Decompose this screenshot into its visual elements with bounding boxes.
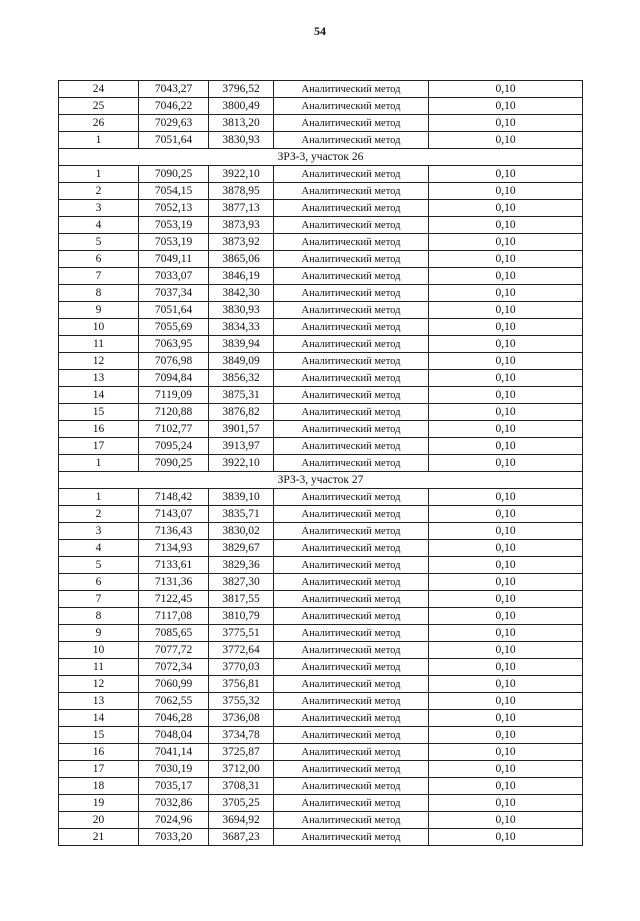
x-coordinate-cell: 7095,24 [139, 438, 209, 455]
y-coordinate-cell: 3827,30 [209, 574, 274, 591]
accuracy-cell: 0,10 [429, 744, 583, 761]
section-title: ЗРЗ-3, участок 27 [59, 472, 583, 489]
y-coordinate-cell: 3913,97 [209, 438, 274, 455]
table-row [59, 285, 583, 302]
accuracy-cell: 0,10 [429, 727, 583, 744]
x-coordinate-cell: 7143,07 [139, 506, 209, 523]
point-number-cell: 3 [59, 523, 139, 540]
point-number-cell: 7 [59, 591, 139, 608]
x-coordinate-cell: 7035,17 [139, 778, 209, 795]
point-number-cell: 13 [59, 693, 139, 710]
point-number-cell: 11 [59, 336, 139, 353]
point-number-cell: 1 [59, 455, 139, 472]
accuracy-cell: 0,10 [429, 506, 583, 523]
point-number-cell: 1 [59, 166, 139, 183]
x-coordinate-cell: 7029,63 [139, 115, 209, 132]
accuracy-cell: 0,10 [429, 676, 583, 693]
accuracy-cell: 0,10 [429, 115, 583, 132]
y-coordinate-cell: 3873,93 [209, 217, 274, 234]
accuracy-cell: 0,10 [429, 370, 583, 387]
point-number-cell: 18 [59, 778, 139, 795]
accuracy-cell: 0,10 [429, 81, 583, 98]
y-coordinate-cell: 3813,20 [209, 115, 274, 132]
y-coordinate-cell: 3846,19 [209, 268, 274, 285]
y-coordinate-cell: 3736,08 [209, 710, 274, 727]
accuracy-cell: 0,10 [429, 336, 583, 353]
table-row [59, 200, 583, 217]
method-cell: Аналитический метод [274, 285, 429, 302]
x-coordinate-cell: 7030,19 [139, 761, 209, 778]
y-coordinate-cell: 3775,51 [209, 625, 274, 642]
accuracy-cell: 0,10 [429, 489, 583, 506]
method-cell: Аналитический метод [274, 506, 429, 523]
x-coordinate-cell: 7122,45 [139, 591, 209, 608]
y-coordinate-cell: 3734,78 [209, 727, 274, 744]
table-row [59, 98, 583, 115]
y-coordinate-cell: 3755,32 [209, 693, 274, 710]
x-coordinate-cell: 7024,96 [139, 812, 209, 829]
point-number-cell: 5 [59, 557, 139, 574]
accuracy-cell: 0,10 [429, 608, 583, 625]
method-cell: Аналитический метод [274, 183, 429, 200]
method-cell: Аналитический метод [274, 132, 429, 149]
table-row [59, 642, 583, 659]
section-header-row [59, 472, 583, 489]
table-row [59, 319, 583, 336]
method-cell: Аналитический метод [274, 81, 429, 98]
point-number-cell: 15 [59, 727, 139, 744]
accuracy-cell: 0,10 [429, 217, 583, 234]
x-coordinate-cell: 7094,84 [139, 370, 209, 387]
table-row [59, 557, 583, 574]
point-number-cell: 3 [59, 200, 139, 217]
method-cell: Аналитический метод [274, 404, 429, 421]
method-cell: Аналитический метод [274, 438, 429, 455]
y-coordinate-cell: 3839,94 [209, 336, 274, 353]
accuracy-cell: 0,10 [429, 353, 583, 370]
table-row [59, 404, 583, 421]
point-number-cell: 5 [59, 234, 139, 251]
point-number-cell: 7 [59, 268, 139, 285]
x-coordinate-cell: 7053,19 [139, 217, 209, 234]
y-coordinate-cell: 3708,31 [209, 778, 274, 795]
method-cell: Аналитический метод [274, 778, 429, 795]
table-row [59, 778, 583, 795]
table-row [59, 693, 583, 710]
x-coordinate-cell: 7062,55 [139, 693, 209, 710]
point-number-cell: 9 [59, 302, 139, 319]
x-coordinate-cell: 7117,08 [139, 608, 209, 625]
x-coordinate-cell: 7102,77 [139, 421, 209, 438]
accuracy-cell: 0,10 [429, 625, 583, 642]
x-coordinate-cell: 7033,07 [139, 268, 209, 285]
point-number-cell: 2 [59, 183, 139, 200]
point-number-cell: 10 [59, 642, 139, 659]
accuracy-cell: 0,10 [429, 455, 583, 472]
x-coordinate-cell: 7046,22 [139, 98, 209, 115]
x-coordinate-cell: 7049,11 [139, 251, 209, 268]
point-number-cell: 6 [59, 574, 139, 591]
y-coordinate-cell: 3756,81 [209, 676, 274, 693]
y-coordinate-cell: 3830,02 [209, 523, 274, 540]
x-coordinate-cell: 7090,25 [139, 455, 209, 472]
method-cell: Аналитический метод [274, 795, 429, 812]
x-coordinate-cell: 7133,61 [139, 557, 209, 574]
x-coordinate-cell: 7120,88 [139, 404, 209, 421]
method-cell: Аналитический метод [274, 642, 429, 659]
y-coordinate-cell: 3687,23 [209, 829, 274, 846]
method-cell: Аналитический метод [274, 387, 429, 404]
table-row [59, 268, 583, 285]
y-coordinate-cell: 3876,82 [209, 404, 274, 421]
x-coordinate-cell: 7054,15 [139, 183, 209, 200]
table-row [59, 489, 583, 506]
accuracy-cell: 0,10 [429, 234, 583, 251]
accuracy-cell: 0,10 [429, 251, 583, 268]
y-coordinate-cell: 3800,49 [209, 98, 274, 115]
x-coordinate-cell: 7032,86 [139, 795, 209, 812]
method-cell: Аналитический метод [274, 829, 429, 846]
accuracy-cell: 0,10 [429, 302, 583, 319]
table-row [59, 523, 583, 540]
method-cell: Аналитический метод [274, 421, 429, 438]
y-coordinate-cell: 3842,30 [209, 285, 274, 302]
accuracy-cell: 0,10 [429, 710, 583, 727]
accuracy-cell: 0,10 [429, 557, 583, 574]
table-row [59, 591, 583, 608]
x-coordinate-cell: 7077,72 [139, 642, 209, 659]
point-number-cell: 12 [59, 676, 139, 693]
point-number-cell: 1 [59, 132, 139, 149]
y-coordinate-cell: 3835,71 [209, 506, 274, 523]
y-coordinate-cell: 3694,92 [209, 812, 274, 829]
method-cell: Аналитический метод [274, 336, 429, 353]
table-row [59, 166, 583, 183]
method-cell: Аналитический метод [274, 234, 429, 251]
point-number-cell: 6 [59, 251, 139, 268]
point-number-cell: 13 [59, 370, 139, 387]
table-row [59, 353, 583, 370]
accuracy-cell: 0,10 [429, 795, 583, 812]
table-row [59, 302, 583, 319]
y-coordinate-cell: 3878,95 [209, 183, 274, 200]
x-coordinate-cell: 7131,36 [139, 574, 209, 591]
point-number-cell: 17 [59, 438, 139, 455]
y-coordinate-cell: 3834,33 [209, 319, 274, 336]
x-coordinate-cell: 7037,34 [139, 285, 209, 302]
accuracy-cell: 0,10 [429, 778, 583, 795]
y-coordinate-cell: 3810,79 [209, 608, 274, 625]
table-row [59, 183, 583, 200]
table-row [59, 234, 583, 251]
x-coordinate-cell: 7076,98 [139, 353, 209, 370]
y-coordinate-cell: 3875,31 [209, 387, 274, 404]
x-coordinate-cell: 7063,95 [139, 336, 209, 353]
method-cell: Аналитический метод [274, 115, 429, 132]
table-row [59, 115, 583, 132]
table-row [59, 812, 583, 829]
x-coordinate-cell: 7085,65 [139, 625, 209, 642]
x-coordinate-cell: 7041,14 [139, 744, 209, 761]
y-coordinate-cell: 3772,64 [209, 642, 274, 659]
y-coordinate-cell: 3856,32 [209, 370, 274, 387]
table-row [59, 336, 583, 353]
point-number-cell: 19 [59, 795, 139, 812]
point-number-cell: 26 [59, 115, 139, 132]
method-cell: Аналитический метод [274, 217, 429, 234]
accuracy-cell: 0,10 [429, 268, 583, 285]
table-row [59, 795, 583, 812]
method-cell: Аналитический метод [274, 353, 429, 370]
x-coordinate-cell: 7051,64 [139, 132, 209, 149]
y-coordinate-cell: 3849,09 [209, 353, 274, 370]
x-coordinate-cell: 7048,04 [139, 727, 209, 744]
point-number-cell: 2 [59, 506, 139, 523]
table-row [59, 438, 583, 455]
table-row [59, 540, 583, 557]
table-row [59, 455, 583, 472]
method-cell: Аналитический метод [274, 659, 429, 676]
y-coordinate-cell: 3901,57 [209, 421, 274, 438]
y-coordinate-cell: 3922,10 [209, 455, 274, 472]
table-row [59, 81, 583, 98]
method-cell: Аналитический метод [274, 200, 429, 217]
y-coordinate-cell: 3796,52 [209, 81, 274, 98]
accuracy-cell: 0,10 [429, 812, 583, 829]
y-coordinate-cell: 3705,25 [209, 795, 274, 812]
point-number-cell: 8 [59, 285, 139, 302]
y-coordinate-cell: 3817,55 [209, 591, 274, 608]
y-coordinate-cell: 3865,06 [209, 251, 274, 268]
y-coordinate-cell: 3712,00 [209, 761, 274, 778]
accuracy-cell: 0,10 [429, 404, 583, 421]
table-row [59, 506, 583, 523]
point-number-cell: 4 [59, 217, 139, 234]
table-row [59, 761, 583, 778]
y-coordinate-cell: 3922,10 [209, 166, 274, 183]
x-coordinate-cell: 7055,69 [139, 319, 209, 336]
point-number-cell: 4 [59, 540, 139, 557]
method-cell: Аналитический метод [274, 710, 429, 727]
method-cell: Аналитический метод [274, 268, 429, 285]
method-cell: Аналитический метод [274, 166, 429, 183]
point-number-cell: 11 [59, 659, 139, 676]
accuracy-cell: 0,10 [429, 166, 583, 183]
point-number-cell: 25 [59, 98, 139, 115]
accuracy-cell: 0,10 [429, 693, 583, 710]
point-number-cell: 1 [59, 489, 139, 506]
accuracy-cell: 0,10 [429, 132, 583, 149]
method-cell: Аналитический метод [274, 540, 429, 557]
method-cell: Аналитический метод [274, 489, 429, 506]
x-coordinate-cell: 7043,27 [139, 81, 209, 98]
accuracy-cell: 0,10 [429, 183, 583, 200]
method-cell: Аналитический метод [274, 727, 429, 744]
y-coordinate-cell: 3839,10 [209, 489, 274, 506]
method-cell: Аналитический метод [274, 761, 429, 778]
table-row [59, 829, 583, 846]
method-cell: Аналитический метод [274, 98, 429, 115]
method-cell: Аналитический метод [274, 574, 429, 591]
coordinates-table [58, 80, 583, 846]
table-row [59, 370, 583, 387]
point-number-cell: 21 [59, 829, 139, 846]
accuracy-cell: 0,10 [429, 829, 583, 846]
x-coordinate-cell: 7072,34 [139, 659, 209, 676]
accuracy-cell: 0,10 [429, 319, 583, 336]
table-row [59, 217, 583, 234]
y-coordinate-cell: 3829,36 [209, 557, 274, 574]
method-cell: Аналитический метод [274, 302, 429, 319]
y-coordinate-cell: 3830,93 [209, 132, 274, 149]
section-header-row [59, 149, 583, 166]
method-cell: Аналитический метод [274, 523, 429, 540]
method-cell: Аналитический метод [274, 744, 429, 761]
accuracy-cell: 0,10 [429, 540, 583, 557]
accuracy-cell: 0,10 [429, 523, 583, 540]
table-row [59, 421, 583, 438]
point-number-cell: 24 [59, 81, 139, 98]
table-row [59, 710, 583, 727]
accuracy-cell: 0,10 [429, 659, 583, 676]
x-coordinate-cell: 7134,93 [139, 540, 209, 557]
method-cell: Аналитический метод [274, 625, 429, 642]
y-coordinate-cell: 3829,67 [209, 540, 274, 557]
point-number-cell: 17 [59, 761, 139, 778]
x-coordinate-cell: 7148,42 [139, 489, 209, 506]
point-number-cell: 14 [59, 387, 139, 404]
point-number-cell: 20 [59, 812, 139, 829]
method-cell: Аналитический метод [274, 693, 429, 710]
accuracy-cell: 0,10 [429, 387, 583, 404]
method-cell: Аналитический метод [274, 370, 429, 387]
table-row [59, 608, 583, 625]
page-number: 54 [314, 24, 326, 38]
x-coordinate-cell: 7119,09 [139, 387, 209, 404]
table-row [59, 574, 583, 591]
method-cell: Аналитический метод [274, 812, 429, 829]
point-number-cell: 12 [59, 353, 139, 370]
accuracy-cell: 0,10 [429, 642, 583, 659]
point-number-cell: 14 [59, 710, 139, 727]
point-number-cell: 8 [59, 608, 139, 625]
x-coordinate-cell: 7052,13 [139, 200, 209, 217]
method-cell: Аналитический метод [274, 251, 429, 268]
coordinates-table-body [59, 81, 583, 846]
y-coordinate-cell: 3873,92 [209, 234, 274, 251]
y-coordinate-cell: 3725,87 [209, 744, 274, 761]
point-number-cell: 15 [59, 404, 139, 421]
accuracy-cell: 0,10 [429, 591, 583, 608]
table-row [59, 625, 583, 642]
table-row [59, 727, 583, 744]
table-row [59, 659, 583, 676]
table-row [59, 744, 583, 761]
accuracy-cell: 0,10 [429, 200, 583, 217]
table-row [59, 132, 583, 149]
method-cell: Аналитический метод [274, 676, 429, 693]
accuracy-cell: 0,10 [429, 421, 583, 438]
y-coordinate-cell: 3770,03 [209, 659, 274, 676]
method-cell: Аналитический метод [274, 455, 429, 472]
y-coordinate-cell: 3877,13 [209, 200, 274, 217]
table-row [59, 251, 583, 268]
x-coordinate-cell: 7060,99 [139, 676, 209, 693]
table-row [59, 387, 583, 404]
x-coordinate-cell: 7053,19 [139, 234, 209, 251]
x-coordinate-cell: 7136,43 [139, 523, 209, 540]
method-cell: Аналитический метод [274, 557, 429, 574]
table-row [59, 676, 583, 693]
accuracy-cell: 0,10 [429, 761, 583, 778]
x-coordinate-cell: 7051,64 [139, 302, 209, 319]
y-coordinate-cell: 3830,93 [209, 302, 274, 319]
method-cell: Аналитический метод [274, 608, 429, 625]
method-cell: Аналитический метод [274, 591, 429, 608]
accuracy-cell: 0,10 [429, 574, 583, 591]
method-cell: Аналитический метод [274, 319, 429, 336]
point-number-cell: 16 [59, 744, 139, 761]
x-coordinate-cell: 7090,25 [139, 166, 209, 183]
accuracy-cell: 0,10 [429, 285, 583, 302]
point-number-cell: 10 [59, 319, 139, 336]
section-title: ЗРЗ-3, участок 26 [59, 149, 583, 166]
x-coordinate-cell: 7046,28 [139, 710, 209, 727]
point-number-cell: 16 [59, 421, 139, 438]
accuracy-cell: 0,10 [429, 438, 583, 455]
point-number-cell: 9 [59, 625, 139, 642]
accuracy-cell: 0,10 [429, 98, 583, 115]
x-coordinate-cell: 7033,20 [139, 829, 209, 846]
